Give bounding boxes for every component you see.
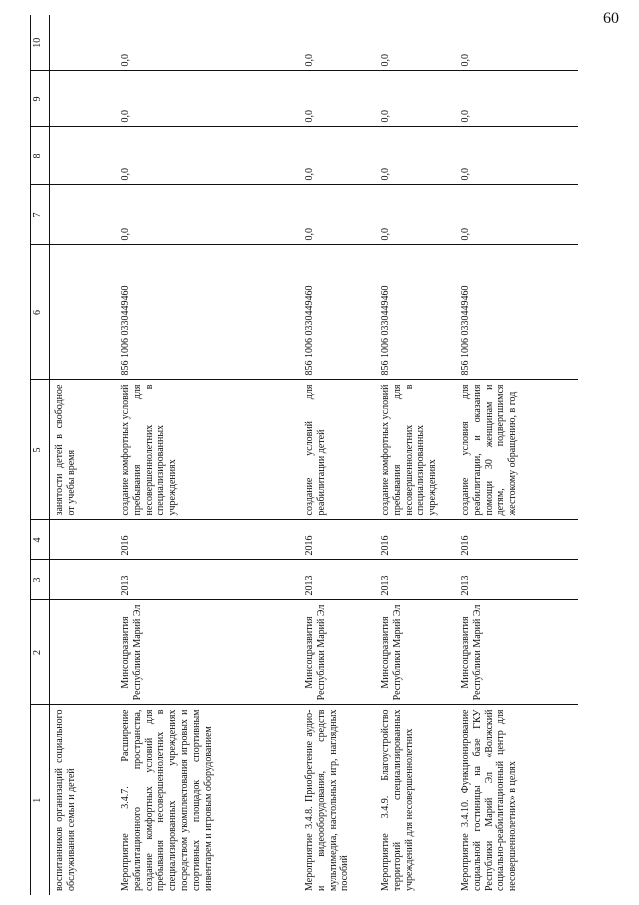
cell-budget-code: 856 1006 0330449460 [458, 245, 578, 380]
cell-start-year: 2013 [302, 560, 378, 600]
cell-start-year: 2013 [378, 560, 458, 600]
cell-value: 0,0 [118, 15, 302, 71]
cell-end-year: 2016 [118, 520, 302, 560]
col-header: 4 [31, 520, 50, 560]
cell-value: 0,0 [458, 71, 578, 127]
cell-result: создание условия для реабилитации, и оказания помощи 30 женщинам и детям, подвергшимся жестокому обращению, в год [458, 380, 578, 520]
cell-value: 0,0 [302, 127, 378, 185]
cell-start-year: 2013 [458, 560, 578, 600]
cell-value: 0,0 [458, 185, 578, 245]
cell-result: занятости детей в свободное от учебы время [50, 380, 119, 520]
cell-value: 0,0 [302, 15, 378, 71]
cell-executor: Минсоцразвития Республики Марий Эл [118, 600, 302, 705]
cell-end-year: 2016 [302, 520, 378, 560]
cell-budget-code: 856 1006 0330449460 [378, 245, 458, 380]
col-header: 7 [31, 185, 50, 245]
cell-measure: Мероприятие 3.4.9. Благоустройство территорий специализированных учреждений для несовершеннолетних [380, 709, 415, 891]
col-header: 8 [31, 127, 50, 185]
col-header: 6 [31, 245, 50, 380]
rotated-table-sheet [30, 15, 610, 895]
cell-value: 0,0 [302, 71, 378, 127]
cell-measure: воспитанников организаций социального обслуживания семьи и детей [54, 709, 77, 891]
cell-start-year: 2013 [118, 560, 302, 600]
cell-value: 0,0 [378, 185, 458, 245]
col-header: 9 [31, 71, 50, 127]
table-row [302, 15, 378, 895]
cell-end-year: 2016 [378, 520, 458, 560]
cell-measure: Мероприятие 3.4.10. Функционирование социальной гостиницы на базе ГКУ Республики Марий Эл «Волжский социально-реабилитационный центр для несовершеннолетних» в целях [460, 709, 519, 891]
cell-end-year: 2016 [458, 520, 578, 560]
col-header: 2 [31, 600, 50, 705]
col-header: 1 [31, 705, 50, 895]
table-row [458, 15, 578, 895]
col-header: 3 [31, 560, 50, 600]
cell-result: создание условий для реабилитации детей [302, 380, 378, 520]
page-number: 60 [603, 10, 619, 27]
cell-executor: Минсоцразвития Республики Марий Эл [302, 600, 378, 705]
cell-budget-code: 856 1006 0330449460 [302, 245, 378, 380]
col-header: 10 [31, 15, 50, 71]
cell-executor: Минсоцразвития Республики Марий Эл [378, 600, 458, 705]
cell-value: 0,0 [302, 185, 378, 245]
cell-executor: Минсоцразвития Республики Марий Эл [458, 600, 578, 705]
table-row [118, 15, 302, 895]
cell-value: 0,0 [118, 185, 302, 245]
cell-value: 0,0 [118, 127, 302, 185]
header-row [31, 15, 50, 895]
cell-measure: Мероприятие 3.4.8. Приобретение аудио- и видеооборудования, средств мультимедиа, настольных игр, наглядных пособий [304, 709, 351, 891]
cell-value: 0,0 [378, 71, 458, 127]
table-row [50, 15, 119, 895]
cell-value: 0,0 [378, 15, 458, 71]
cell-result: создание комфортных условий пребывания для несовершеннолетних в специализированных учреждениях [378, 380, 458, 520]
cell-measure: Мероприятие 3.4.7. Расширение реабилитационного пространства, создание комфортных условий для пребывания несовершеннолетних в специализированных учреждениях посредством укомплектования игровых и спортивных площадок спортивным инвентарем и игровым оборудованием [120, 709, 214, 891]
cell-value: 0,0 [118, 71, 302, 127]
cell-value: 0,0 [458, 15, 578, 71]
cell-budget-code: 856 1006 0330449460 [118, 245, 302, 380]
cell-result: создание комфортных условий пребывания для несовершеннолетних в специализированных учреждениях [118, 380, 302, 520]
cell-value: 0,0 [458, 127, 578, 185]
col-header: 5 [31, 380, 50, 520]
table-row [378, 15, 458, 895]
measures-table [30, 15, 578, 895]
cell-value: 0,0 [378, 127, 458, 185]
